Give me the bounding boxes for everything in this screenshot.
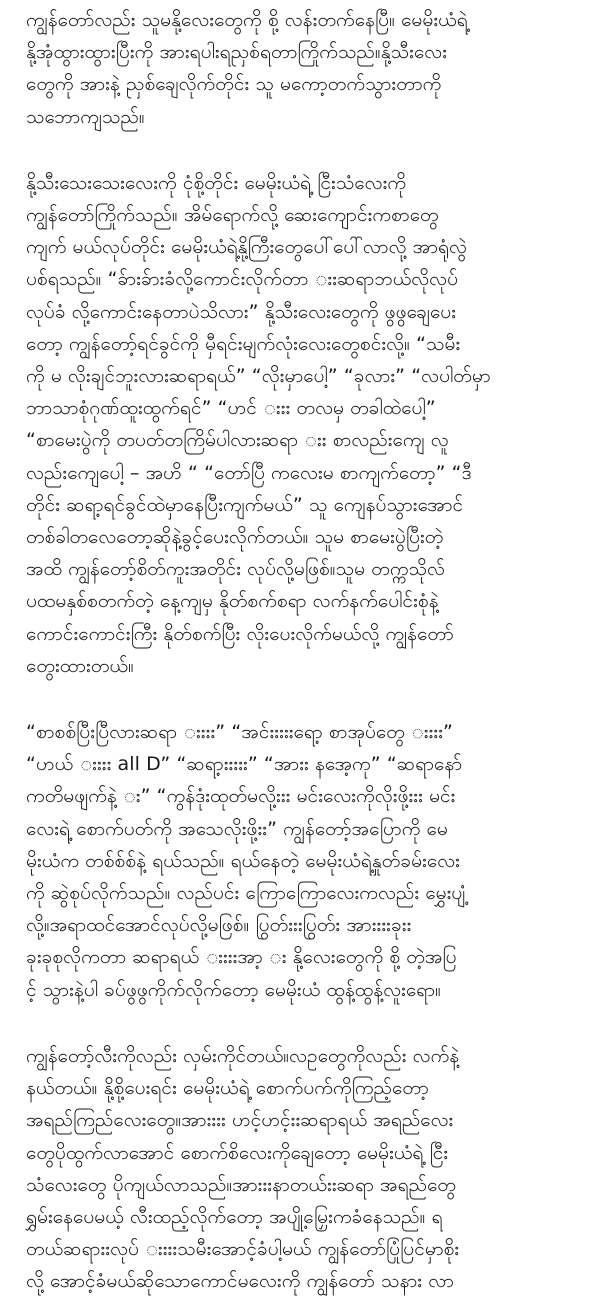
text-line: တယ်ဆရားးလုပ် းးးးသမီးအောင့်ခံပါ့မယ် ကျွန်တော်ပြုံပြင်မှာစိုး — [26, 1238, 460, 1261]
text-line: အရည်ကြည်လေးတွေ။အားးးး ဟင့်ဟင့်းးဆရာရယ် အရည်လေး — [26, 1109, 454, 1132]
text-line: တိုင်း ဆရာ့ရင်ခွင်ထဲမှာနေပြီးကျက်မယ်” သူ ကျေနပ်သွားအောင် — [26, 493, 464, 516]
text-line: လည်းကျေပေါ့ – အဟိ “ “တော်ပြီ ကလေးမ စာကျက်တော့” “ဒီ — [26, 461, 472, 484]
text-line: “စာစစ်ပြီးပြီလားဆရာ းးးး” “အင်းးးးးရော့ စာအုပ်တွေ းးးး” — [26, 721, 453, 744]
text-line: လေးရဲ့ စောက်ပတ်ကို အသေလိုးဖို့းး” ကျွန်တော့်အပြောကို မေ — [26, 817, 448, 840]
text-line: ပထမနှစ်စတက်တဲ့ နေ့ကျမှ နိုတ်စက်စရာ လက်နက်ပေါင်းစုံနဲ့ — [26, 590, 439, 613]
text-line: အထိ ကျွန်တော့်စိတ်ကူးအတိုင်း လုပ်လို့မဖြစ်။သူမ တက္ကသိုလ် — [26, 558, 445, 581]
text-line: ကတိမဖျက်နဲ့ း” “ကွန်ဒုံးထုတ်မလို့းးး မင်းလေးကိုလိုးဖို့းးး မင်း — [26, 785, 456, 808]
text-line: ဘာသာစုံဂုဏ်ထူးထွက်ရင်” “ဟင် းးး တလမှ တခါထဲပေါ့” — [26, 397, 436, 420]
text-line: ကို ဆွဲစုပ်လိုက်သည်။ လည်ပင်း ကြောကြောလေးကလည်း မွှေးပျံ့ — [26, 882, 466, 905]
text-line: တွေကို အားနဲ့ ညှစ်ချေလိုက်တိုင်း သူ မကော့တက်သွားတာကို — [26, 73, 442, 96]
text-line: “ဟယ် းးးး all D” “ဆရာ့းးးးး” “အားး နအေ့ကု” “ဆရာနော် — [26, 753, 463, 776]
text-line: ပစ်ရသည်။ “ခ်ားခ်ားခံလို့ကောင်းလိုက်တာ းးဆရာဘယ်လိုလုပ် — [26, 268, 459, 291]
text-line: တစ်ခါတလေတော့ဆိုနဲ့ခွင့်ပေးလိုက်တယ်။ သူမ စာမေးပွဲပြီးတဲ့ — [26, 526, 444, 549]
paragraph-2 — [26, 167, 584, 682]
text-line: လို့။အရာထင်အောင်လုပ်လို့မဖြစ်။ ပြွတ်းးးပြွတ်း အားးးးခုးး — [26, 914, 412, 937]
text-line: ကျွန်တော်ကြိုက်သည်။ အိမ်ရောက်လို့ ဆေးကျောင်းကစာတွေ — [26, 204, 439, 227]
text-line: သံလေးတွေ ပိုကျယ်လာသည်။အားးးနာတယ်းးဆရာ အရည်တွေ — [26, 1173, 456, 1196]
text-line: တွေပိုထွက်လာအောင် စောက်စိလေးကိုချေတော့ မေမိုးယံရဲ့ ငြီး — [26, 1141, 449, 1164]
text-line: ခုးခုစုလိုကတာ ဆရာရယ် းးးးအာ့ း နို့လေးတွေကို စို့ တဲ့အပြ — [26, 946, 457, 969]
paragraph-3 — [26, 716, 584, 1006]
text-line: နို့သီးသေးသေးလေးကို ငုံစို့တိုင်း မေမိုးယံရဲ့ ငြီးသံလေးကို — [26, 171, 407, 194]
text-line: လို့ အောင့်ခံမယ်ဆိုသောကောင်မလေးကို ကျွန်တော် သနား လာ — [26, 1270, 454, 1293]
paragraph-4 — [26, 1040, 584, 1298]
text-line: ကောင်းကောင်းကြီး နိုတ်စက်ပြီး လိုးပေးလိုက်မယ်လို့ ကျွန်တော် — [26, 622, 454, 645]
text-line: ရွှမ်းနေပေမယ့် လီးထည့်လိုက်တော့ အပျို့မြှေးကခံနေသည်။ ရ — [26, 1205, 443, 1228]
text-line: “စာမေးပွဲကို တပတ်တကြိမ်ပါလားဆရာ းး စာလည်းကျေ လူ — [26, 429, 449, 452]
text-line: သဘောကျသည်။ — [26, 105, 145, 128]
text-line: လုပ်ခံ လို့ကောင်းနေတာပဲသိလား” နို့သီးလေးတွေကို ဖွဖွချေပေး — [26, 300, 457, 323]
text-line: နယ်တယ်။ နို့စို့ပေးရင်း မေမိုးယံရဲ့ စောက်ပက်ကိုကြည့်တော့ — [26, 1077, 429, 1100]
paragraph-1 — [26, 4, 584, 133]
text-line: င့် သွားနဲ့ပါ ခပ်ဖွဖွကိုက်လိုက်တော့ မေမိုးယံ ထွန့်ထွန့်လူးရော။ — [26, 978, 441, 1001]
text-line: ကျက် မယ်လုပ်တိုင်း မေမိုးယံရဲ့နို့ကြီးတွေပေါ်ပေါ်လာလို့ အာရုံလွဲ — [26, 236, 467, 259]
text-line: မိုးယံက တစ်စ်စ်နဲ့ ရယ်သည်။ ရယ်နေတဲ့ မေမိုးယံရဲ့နှုတ်ခမ်းလေး — [26, 849, 460, 872]
text-line: တွေးထားတယ်။ — [26, 654, 134, 677]
text-line: တော့ ကျွန်တော့်ရင်ခွင်ကို မှီရင်းမျက်လုံးလေးတွေစင်းလို့။ “သမီး — [26, 332, 461, 355]
text-line: ကျွန်တော့်လီးကိုလည်း လှမ်းကိုင်တယ်။လဥတွေကိုလည်း လက်နဲ့ — [26, 1044, 460, 1067]
text-line: ကျွန်တော်လည်း သူမနို့လေးတွေကို စို့ လန်းတက်နေပြီ။ မေမိုးယံရဲ့ — [26, 9, 468, 31]
text-line: ကို မ လိုးချင်ဘူးလားဆရာရယ်” “လိုးမှာပေါ့” “ခုလား” “လပါတ်မှာ — [26, 365, 491, 388]
text-line: နို့အုံထွားထွားပြီးကို အားရပါးရညှစ်ရတာကြိုက်သည်။နို့သီးလေး — [26, 41, 447, 64]
